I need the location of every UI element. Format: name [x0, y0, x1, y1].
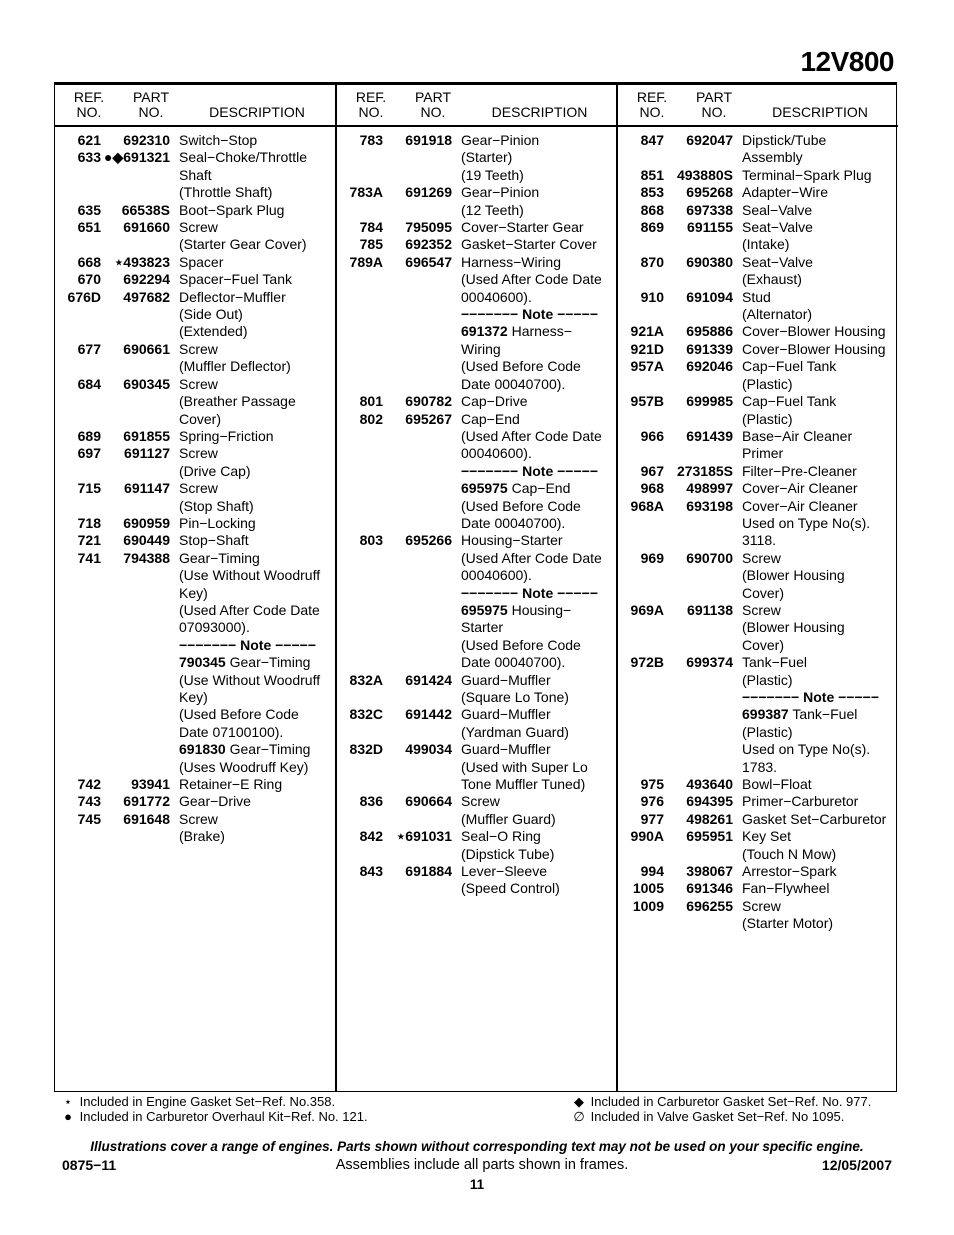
part-description: Cap−Fuel Tank (Plastic): [742, 393, 837, 427]
description-header: DESCRIPTION: [772, 104, 868, 120]
part-description: Filter−Pre-Cleaner: [742, 462, 857, 479]
part-row: [55, 132, 335, 149]
ref-number: 990A: [630, 828, 664, 845]
part-row: [618, 480, 898, 497]
footnote-star-text: Included in Engine Gasket Set−Ref. No.358.: [79, 1094, 336, 1109]
part-number: ⋆691031: [396, 828, 452, 845]
ref-number: 802: [359, 410, 383, 427]
parts-rows: [618, 127, 898, 933]
ref-number: 832C: [349, 706, 383, 723]
model-number: 12V800: [800, 46, 894, 77]
ref-number: 957A: [630, 358, 664, 375]
part-description: Cover−Blower Housing: [742, 323, 886, 340]
footnote-dot: [60, 1110, 368, 1125]
part-number: 699374: [686, 654, 733, 671]
ref-number: 966: [640, 427, 664, 444]
part-number: 691155: [687, 219, 733, 236]
part-number: 795095: [405, 219, 452, 236]
part-number: 691439: [686, 427, 733, 444]
part-no-header: PART NO.: [695, 89, 733, 120]
part-row: [337, 793, 618, 828]
part-description: Screw (Muffler Deflector): [179, 340, 291, 375]
part-description: Primer−Carburetor: [742, 793, 859, 810]
column-header: [337, 85, 618, 127]
ref-number: 745: [77, 810, 101, 827]
part-number: 690959: [123, 514, 170, 531]
footnote-star: [60, 1095, 368, 1110]
ref-number: 741: [77, 549, 101, 566]
part-number: ●◆691321: [104, 149, 170, 166]
ref-number: 968A: [630, 497, 664, 514]
part-number: 690449: [123, 532, 170, 549]
part-row: [618, 463, 898, 480]
part-number: 691855: [123, 427, 170, 444]
ref-number: 832D: [349, 741, 383, 758]
part-description: Gasket−Starter Cover: [461, 236, 597, 253]
part-row: [55, 149, 335, 201]
part-description: Seal−Choke/Throttle Shaft (Throttle Shaft): [179, 149, 308, 201]
ref-number: 967: [640, 462, 664, 479]
part-row: [55, 550, 335, 776]
part-no-header: PART NO.: [132, 89, 170, 120]
ref-number: 868: [640, 201, 664, 218]
ref-number: 976: [640, 793, 664, 810]
part-number: 690700: [686, 549, 733, 566]
part-number: 691442: [405, 706, 452, 723]
ref-number: 843: [359, 863, 383, 880]
part-number: 690380: [686, 253, 733, 270]
part-description: Cap−End (Used After Code Date 00040600). −−−−−−− Note −−−−− 695975 Cap−End (Used Before Code Date 00040700).: [461, 410, 602, 531]
part-description: Stop−Shaft: [179, 532, 249, 549]
part-row: [55, 776, 335, 793]
part-description: Screw (Blower Housing Cover): [742, 549, 845, 601]
part-description: Guard−Muffler (Yardman Guard): [461, 706, 569, 740]
footnote-diamond: [571, 1095, 871, 1110]
part-description: Lever−Sleeve (Speed Control): [461, 863, 560, 897]
part-row: [55, 254, 335, 271]
part-description: Key Set (Touch N Mow): [742, 828, 837, 862]
part-description: Seal−Valve: [742, 201, 813, 218]
ref-number: 921D: [630, 340, 664, 357]
ref-no-header: REF. NO.: [73, 89, 105, 120]
part-row: [337, 219, 618, 236]
ref-number: 968: [640, 480, 664, 497]
ref-number: 832A: [349, 671, 383, 688]
part-row: [618, 863, 898, 880]
ref-number: 635: [77, 201, 101, 218]
ref-number: 910: [640, 288, 664, 305]
part-row: [55, 445, 335, 480]
part-row: [618, 498, 898, 550]
parts-table: [54, 82, 897, 1092]
part-number: 493640: [686, 776, 733, 793]
part-description: Cap−Drive: [461, 393, 528, 410]
ref-number: 677: [77, 340, 101, 357]
part-number: 498261: [686, 810, 733, 827]
part-row: [55, 532, 335, 549]
description-header: DESCRIPTION: [209, 104, 305, 120]
column-header: [55, 85, 335, 127]
part-number: 691424: [405, 671, 452, 688]
part-number: 498997: [686, 480, 733, 497]
part-description: Cover−Air Cleaner: [742, 480, 858, 497]
part-description: Screw (Blower Housing Cover): [742, 601, 845, 653]
part-description: Terminal−Spark Plug: [742, 166, 872, 183]
part-number: 497682: [123, 288, 170, 305]
dot-symbol: ●: [64, 1108, 72, 1124]
part-description: Cap−Fuel Tank (Plastic): [742, 358, 837, 392]
part-row: [618, 898, 898, 933]
part-number: 696255: [686, 897, 733, 914]
ref-number: 1005: [632, 880, 664, 897]
part-row: [618, 289, 898, 324]
part-row: [337, 741, 618, 793]
part-number: 691346: [686, 880, 733, 897]
parts-column-1: [55, 85, 335, 1091]
part-number: 66538S: [121, 201, 170, 218]
parts-column-3: [616, 85, 898, 1091]
part-row: [618, 793, 898, 810]
column-header: [618, 85, 898, 127]
part-description: Gasket Set−Carburetor: [742, 810, 887, 827]
ref-number: 743: [77, 793, 101, 810]
part-row: [55, 219, 335, 254]
part-row: [337, 184, 618, 219]
part-description: Seal−O Ring (Dipstick Tube): [461, 828, 555, 862]
part-row: [618, 132, 898, 167]
part-description: Spacer−Fuel Tank: [179, 271, 292, 288]
part-number: 697338: [686, 201, 733, 218]
part-number: 692310: [123, 132, 170, 148]
part-row: [55, 793, 335, 810]
ref-number: 789A: [349, 253, 383, 270]
part-row: [337, 254, 618, 393]
part-row: [55, 428, 335, 445]
ref-number: 684: [77, 375, 101, 392]
part-number: 93941: [131, 776, 170, 793]
part-description: Screw (Breather Passage Cover): [179, 375, 296, 427]
part-description: Switch−Stop: [179, 132, 258, 148]
part-row: [337, 532, 618, 671]
part-description: Dipstick/Tube Assembly: [742, 132, 827, 166]
parts-rows: [337, 127, 618, 898]
part-number: 690661: [123, 340, 170, 357]
part-row: [55, 480, 335, 515]
part-description: Gear−Pinion (Starter) (19 Teeth): [461, 132, 540, 183]
part-number: 692352: [405, 236, 452, 253]
ref-number: 621: [77, 132, 101, 148]
part-description: Boot−Spark Plug: [179, 201, 285, 218]
part-row: [618, 167, 898, 184]
footnote-empty: [571, 1110, 871, 1125]
part-description: Cover−Starter Gear: [461, 219, 584, 236]
ref-number: 668: [77, 253, 101, 270]
part-number: 696547: [405, 253, 452, 270]
part-row: [337, 828, 618, 863]
part-number: 691127: [124, 445, 170, 462]
part-description: Cover−Blower Housing: [742, 340, 886, 357]
disclaimer: Illustrations cover a range of engines. Parts shown without corresponding text may not be used on your specific engine.: [90, 1139, 864, 1154]
part-description: Screw (Starter Motor): [742, 897, 834, 932]
ref-number: 742: [77, 776, 101, 793]
ref-number: 785: [359, 236, 383, 253]
part-description: Base−Air Cleaner Primer: [742, 427, 853, 462]
part-description: Guard−Muffler (Square Lo Tone): [461, 671, 569, 705]
part-row: [337, 132, 618, 184]
part-number: 692047: [686, 132, 733, 148]
part-description: Harness−Wiring (Used After Code Date 00040600). −−−−−−− Note −−−−− 691372 Harness− Wiring (Used Before Code Date 00040700).: [461, 253, 602, 392]
part-number: 273185S: [676, 462, 733, 479]
ref-number: 957B: [630, 393, 664, 410]
ref-number: 718: [77, 514, 101, 531]
ref-no-header: REF. NO.: [355, 89, 387, 120]
part-description: Screw (Stop Shaft): [179, 480, 254, 514]
ref-number: 715: [77, 480, 101, 497]
ref-number: 975: [640, 776, 664, 793]
part-row: [618, 323, 898, 340]
part-row: [618, 811, 898, 828]
part-description: Gear−Drive: [179, 793, 251, 810]
part-number: 692046: [686, 358, 733, 375]
part-description: Guard−Muffler (Used with Super Lo Tone Muffler Tuned): [461, 741, 588, 793]
part-description: Seat−Valve (Intake): [742, 219, 813, 253]
footnotes-left: [60, 1095, 368, 1124]
part-number: 699985: [686, 393, 733, 410]
ref-number: 633: [77, 149, 101, 166]
part-description: Retainer−E Ring: [179, 776, 283, 793]
ref-no-header: REF. NO.: [636, 89, 668, 120]
part-description: Pin−Locking: [179, 514, 256, 531]
part-number: 691339: [686, 340, 733, 357]
footnote-empty-text: Included in Valve Gasket Set−Ref. No 1095.: [590, 1108, 845, 1124]
part-number: 690782: [405, 393, 452, 410]
part-number: 499034: [405, 741, 452, 758]
part-number: 690664: [405, 793, 452, 810]
part-row: [55, 811, 335, 846]
description-header: DESCRIPTION: [491, 104, 588, 120]
footnote-dot-text: Included in Carburetor Overhaul Kit−Ref. No. 121.: [79, 1108, 368, 1124]
part-number: 493880S: [676, 166, 733, 183]
part-row: [618, 393, 898, 428]
part-description: Cover−Air Cleaner Used on Type No(s). 3118.: [742, 497, 871, 549]
document-date: 12/05/2007: [821, 1157, 892, 1173]
part-number: 691884: [405, 863, 452, 880]
diamond-symbol: ◆: [574, 1094, 584, 1109]
part-number: 690345: [123, 375, 170, 392]
part-row: [618, 254, 898, 289]
footnotes-right: [571, 1095, 871, 1124]
part-row: [55, 202, 335, 219]
ref-number: 870: [640, 253, 664, 270]
part-description: Screw (Muffler Guard): [461, 793, 556, 827]
part-description: Bowl−Float: [742, 776, 812, 793]
assembly-note: Assemblies include all parts shown in frames.: [335, 1157, 629, 1173]
part-row: [337, 236, 618, 253]
part-number: 695266: [405, 532, 452, 549]
ref-number: 783: [359, 132, 383, 148]
part-number: ⋆493823: [114, 253, 170, 270]
ref-number: 869: [640, 219, 664, 236]
part-number: 691918: [405, 132, 452, 148]
part-row: [337, 863, 618, 898]
ref-number: 1009: [632, 897, 664, 914]
part-description: Screw (Drive Cap): [179, 445, 251, 479]
part-row: [55, 341, 335, 376]
part-row: [618, 184, 898, 201]
part-number: 695951: [686, 828, 733, 845]
part-number: 691648: [123, 810, 170, 827]
star-symbol: ⋆: [63, 1094, 73, 1109]
part-no-header: PART NO.: [414, 89, 452, 120]
part-description: Tank−Fuel (Plastic) −−−−−−− Note −−−−− 699387 Tank−Fuel (Plastic) Used on Type No(s). 1783.: [742, 654, 879, 775]
ref-number: 803: [359, 532, 383, 549]
footnote-diamond-text: Included in Carburetor Gasket Set−Ref. No. 977.: [590, 1094, 872, 1109]
part-description: Spring−Friction: [179, 427, 274, 444]
part-row: [337, 393, 618, 410]
part-number: 398067: [686, 863, 733, 880]
part-number: 692294: [123, 271, 170, 288]
part-row: [618, 776, 898, 793]
part-row: [618, 358, 898, 393]
ref-number: 921A: [630, 323, 664, 340]
ref-number: 842: [359, 828, 383, 845]
empty-set-symbol: ∅: [573, 1108, 585, 1124]
part-row: [55, 376, 335, 428]
part-description: Housing−Starter (Used After Code Date 00040600). −−−−−−− Note −−−−− 695975 Housing− Starter (Used Before Code Date 00040700).: [461, 532, 602, 671]
part-row: [618, 219, 898, 254]
part-description: Gear−Pinion (12 Teeth): [461, 184, 540, 218]
part-number: 693198: [686, 497, 733, 514]
part-number: 695268: [686, 184, 733, 201]
part-description: Fan−Flywheel: [742, 880, 830, 897]
part-row: [55, 515, 335, 532]
part-description: Gear−Timing (Use Without Woodruff Key) (Used After Code Date 07093000). −−−−−−− Note −−−−− 790345 Gear−Timing (Use Without Woodruff Key) (Used Before Code Date 07100100). 691830 Gear−Timing (Uses Woodruff Key): [179, 549, 321, 775]
part-number: 691147: [124, 480, 170, 497]
part-row: [618, 828, 898, 863]
part-row: [618, 550, 898, 602]
part-description: Seat−Valve (Exhaust): [742, 253, 813, 288]
part-row: [618, 880, 898, 897]
part-description: Deflector−Muffler (Side Out) (Extended): [179, 288, 286, 340]
part-number: 691660: [123, 219, 170, 236]
ref-number: 969A: [630, 601, 664, 618]
ref-number: 994: [640, 863, 664, 880]
part-row: [618, 602, 898, 654]
part-number: 691269: [405, 184, 452, 201]
ref-number: 697: [77, 445, 101, 462]
part-number: 694395: [686, 793, 733, 810]
part-number: 794388: [123, 549, 170, 566]
part-number: 691772: [123, 793, 170, 810]
ref-number: 689: [77, 427, 101, 444]
ref-number: 836: [359, 793, 383, 810]
parts-rows: [55, 127, 335, 846]
page-number: 11: [469, 1177, 485, 1192]
ref-number: 972B: [630, 654, 664, 671]
part-description: Screw (Starter Gear Cover): [179, 219, 307, 253]
part-description: Screw (Brake): [179, 810, 225, 845]
ref-number: 670: [77, 271, 101, 288]
ref-number: 783A: [349, 184, 383, 201]
parts-column-2: [335, 85, 618, 1091]
part-row: [618, 428, 898, 463]
part-description: Adapter−Wire: [742, 184, 828, 201]
ref-number: 851: [640, 166, 664, 183]
part-row: [618, 341, 898, 358]
part-row: [55, 271, 335, 288]
ref-number: 801: [359, 393, 383, 410]
part-row: [55, 289, 335, 341]
part-number: 695267: [405, 410, 452, 427]
ref-number: 676D: [67, 288, 101, 305]
ref-number: 969: [640, 549, 664, 566]
ref-number: 721: [77, 532, 101, 549]
part-row: [337, 706, 618, 741]
part-description: Stud (Alternator): [742, 288, 813, 323]
part-description: Arrestor−Spark: [742, 863, 837, 880]
part-row: [337, 411, 618, 533]
ref-number: 977: [640, 810, 664, 827]
ref-number: 847: [640, 132, 664, 148]
ref-number: 651: [77, 219, 101, 236]
part-number: 695886: [686, 323, 733, 340]
ref-number: 784: [359, 219, 383, 236]
part-number: 691094: [686, 288, 733, 305]
part-row: [618, 654, 898, 776]
part-number: 691138: [687, 601, 733, 618]
part-row: [337, 672, 618, 707]
ref-number: 853: [640, 184, 664, 201]
document-code: 0875−11: [62, 1157, 117, 1173]
part-description: Spacer: [179, 253, 224, 270]
part-row: [618, 202, 898, 219]
